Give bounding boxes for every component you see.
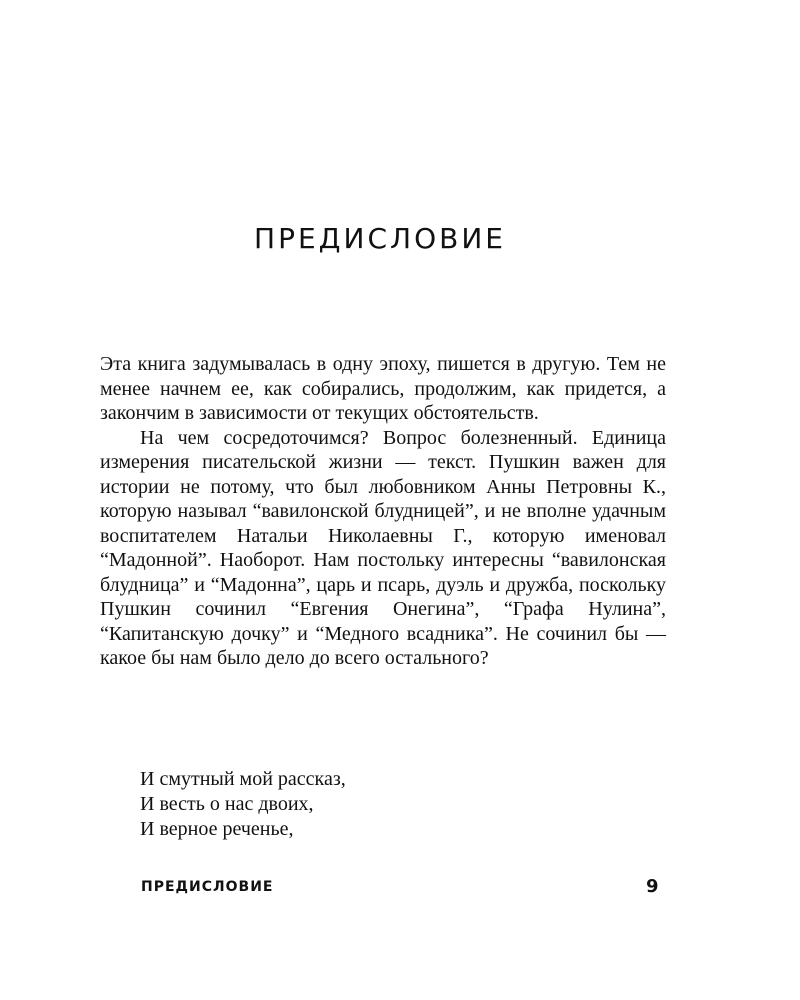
body-text	[100, 352, 666, 671]
verse-quote	[140, 767, 346, 842]
chapter-title: ПРЕДИСЛОВИЕ	[254, 222, 506, 255]
paragraph-2: На чем сосредоточимся? Вопрос болезненный. Единица измерения писательской жизни — текст. Пушкин важен для истории не потому, что был любовником Анны Петровны К., которую называл “вавилонской блудницей”, и не вполне удачным воспитателем Натальи Николаевны Г., которую именовал “Мадонной”. Наоборот. Нам постольку интересны “вавилонская блудница” и “Мадонна”, царь и псарь, дуэль и дружба, поскольку Пушкин сочинил “Евгения Онегина”, “Графа Нулина”, “Капитанскую дочку” и “Медного всадника”. Не сочинил бы — какое бы нам было дело до всего остального?	[100, 426, 666, 669]
running-footer-title: ПРЕДИСЛОВИЕ	[141, 879, 274, 895]
paragraph-1: Эта книга задумывалась в одну эпоху, пишется в другую. Тем не менее начнем ее, как собирались, продолжим, как придется, а закончим в зависимости от текущих обстоятельств.	[100, 353, 666, 424]
verse-line: И верное реченье,	[140, 818, 294, 840]
page-number: 9	[646, 876, 659, 897]
verse-line: И весть о нас двоих,	[140, 793, 314, 815]
verse-line: И смутный мой рассказ,	[140, 768, 346, 790]
